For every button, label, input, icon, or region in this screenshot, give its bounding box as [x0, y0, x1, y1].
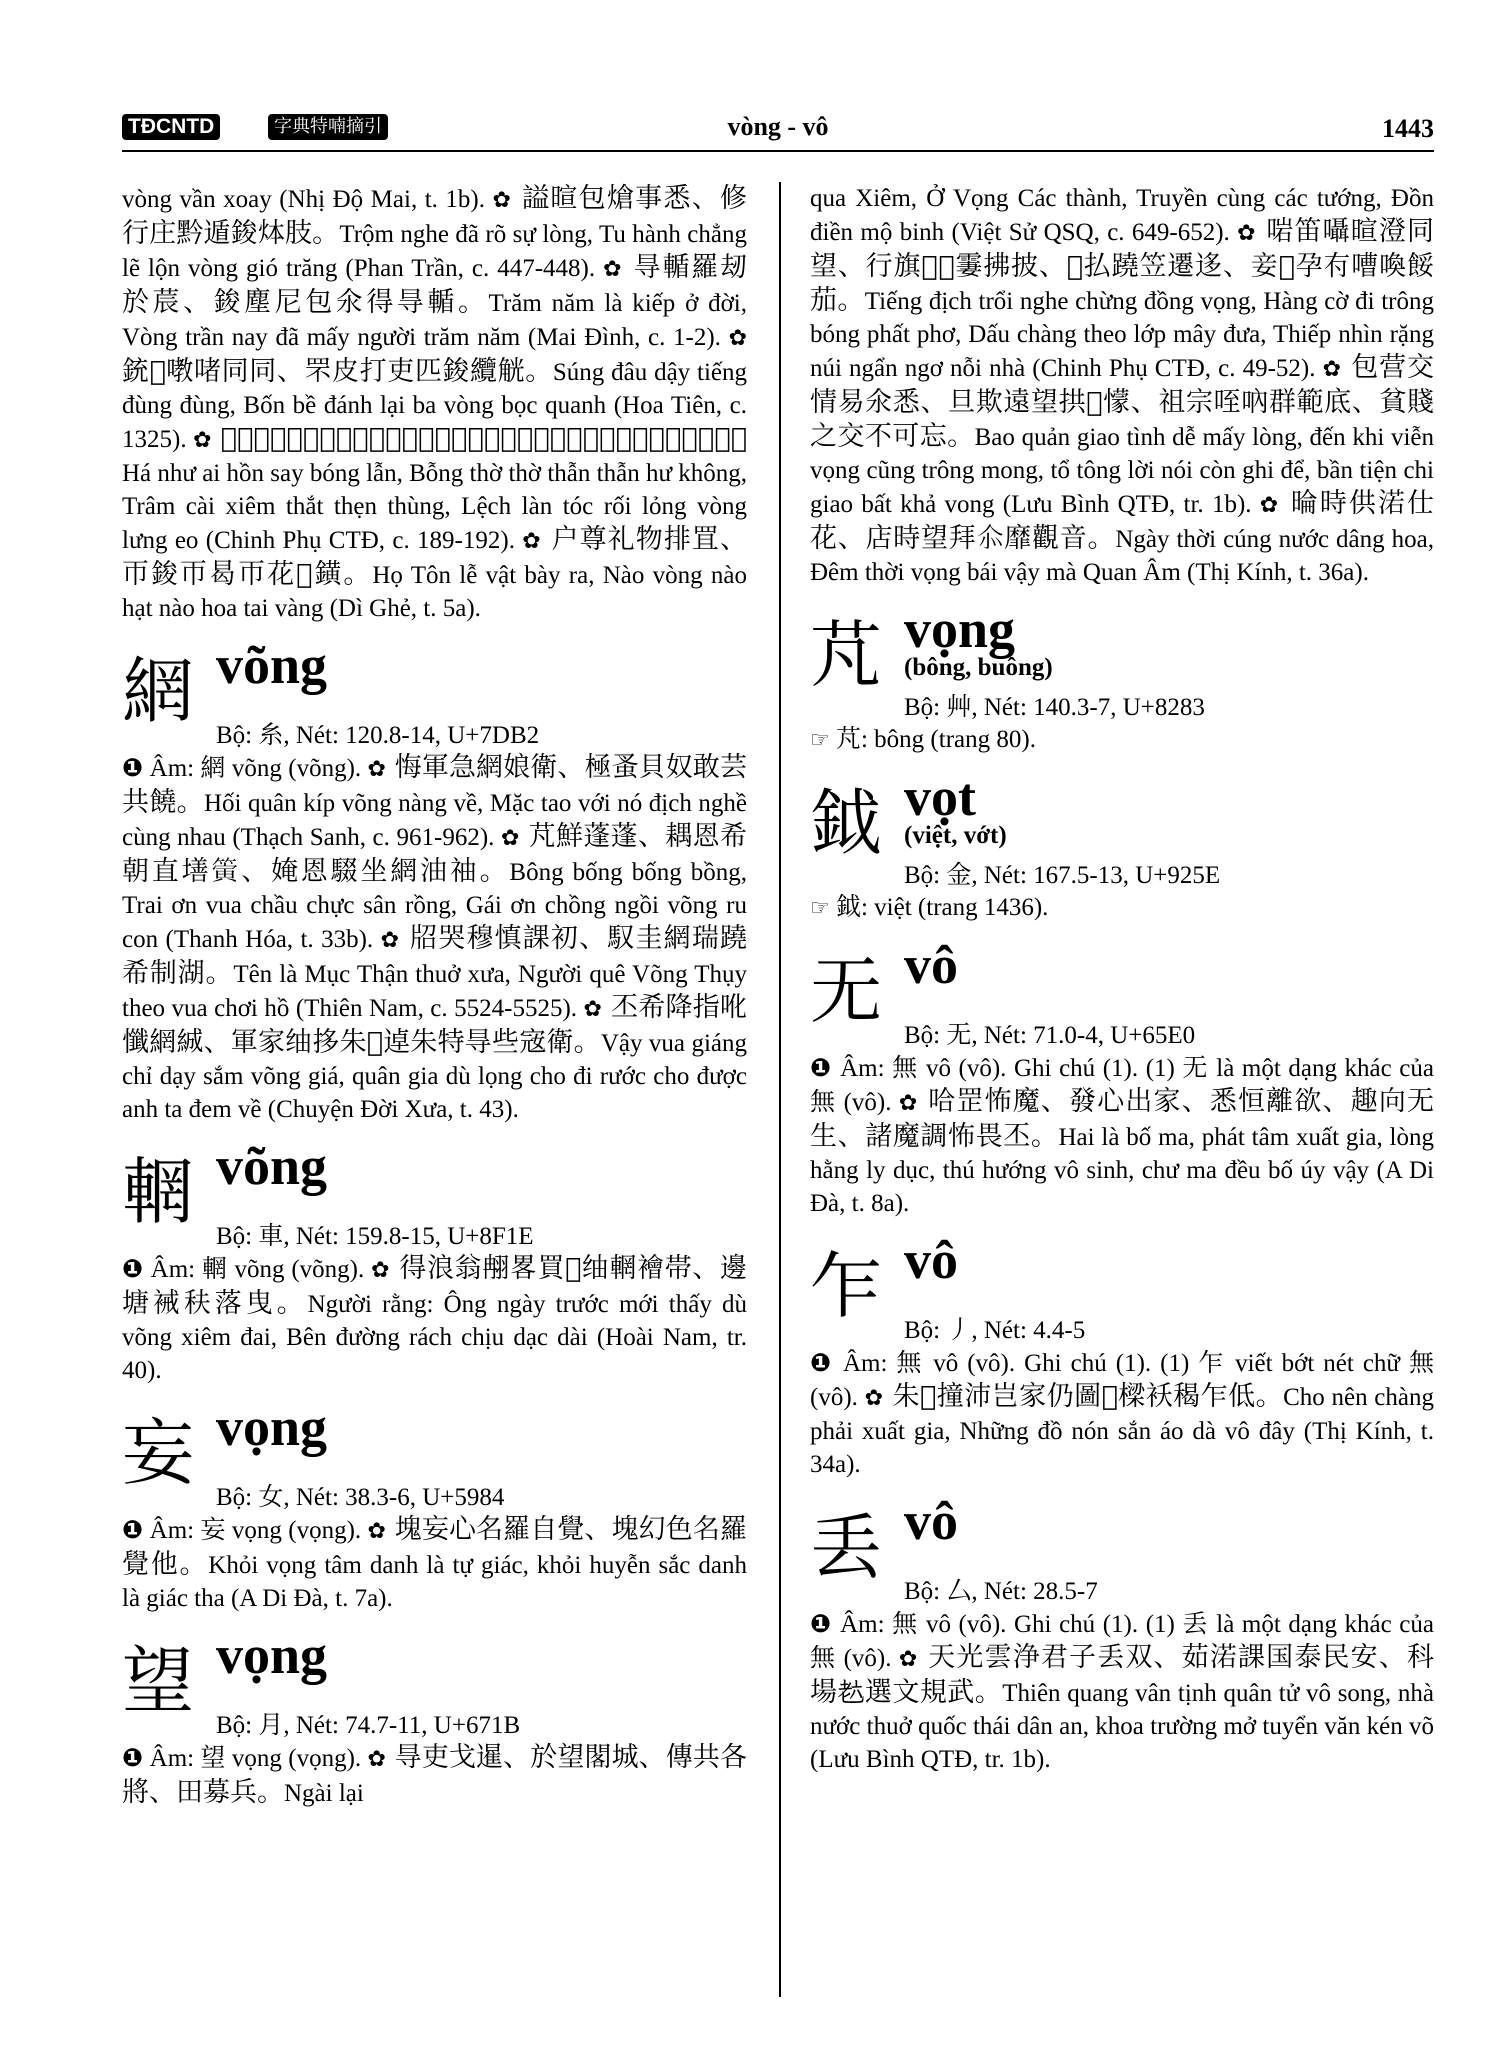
- headword-character: 丢: [810, 1505, 883, 1589]
- left-column: [122, 182, 747, 1810]
- headword-reading: vọt: [904, 767, 976, 827]
- han-nom-text: 銃𢩮嘋啫同同、罘皮打吏匹鋑纜觥。: [122, 356, 553, 387]
- entry-body: [810, 1051, 1434, 1220]
- headword-character: 望: [122, 1639, 195, 1723]
- dictionary-entry: [122, 1397, 747, 1615]
- example-marker-icon: ✿: [1259, 493, 1281, 518]
- headword-reading: võng: [216, 635, 328, 695]
- text-run: 芃: bông (trang 80).: [829, 726, 1036, 753]
- text-run: Âm: 無 vô (vô). Ghi chú (1). (1) 乍 viết bớt nét chữ 無 (vô).: [810, 1350, 1434, 1411]
- alternate-readings: (bông, buông): [904, 654, 1053, 681]
- radical-stroke-info: Bộ: 糸, Nét: 120.8-14, U+7DB2: [216, 722, 540, 749]
- radical-stroke-info: Bộ: 厶, Nét: 28.5-7: [904, 1578, 1098, 1605]
- entry-body: [810, 891, 1434, 925]
- right-column: [810, 182, 1434, 1776]
- text-run: Trăm năm là kiếp ở đời, Vòng trần nay đã mấy người trăm năm (Mai Đình, c. 1-2).: [122, 290, 747, 351]
- example-marker-icon: ✿: [864, 1386, 884, 1411]
- headword-character: 妄: [122, 1411, 195, 1495]
- text-run: Thiên quang vân tịnh quân tử vô song, nhà nước thuở quốc thái dân an, khoa trường mở tuyển văn kén võ (Lưu Bình QTĐ, tr. 1b).: [810, 1680, 1434, 1773]
- han-nom-text: 户尊礼物排罝、帀鋑帀曷帀花𢧚鐄。: [122, 524, 747, 590]
- continued-paragraph: [810, 182, 1434, 589]
- example-marker-icon: ✿: [1322, 357, 1342, 382]
- example-marker-icon: ✿: [728, 326, 747, 351]
- entry-head: [810, 1230, 1434, 1346]
- headword-reading: vô: [904, 935, 958, 995]
- radical-stroke-info: Bộ: 金, Nét: 167.5-13, U+925E: [904, 862, 1221, 889]
- entry-body: [122, 1513, 747, 1615]
- headword-character: 輞: [122, 1150, 195, 1234]
- text-run: Bao quản giao tình dễ mấy lòng, đến khi viễn vọng cũng trông mong, tổ tông lời nói còn ghi để, bần tiện chi giao bất khả vong (Lưu Bình QTĐ, tr. 1b).: [810, 424, 1435, 518]
- text-run: Tiếng địch trổi nghe chừng đồng vọng, Hàng cờ đi trông bóng phất phơ, Dấu chàng theo lớp mây đưa, Thiếp nhìn rặng núi ngẩn ngơ nỗi nhà (Chinh Phụ CTĐ, c. 49-52).: [810, 288, 1435, 382]
- entry-body: [122, 751, 747, 1126]
- dictionary-entry: [122, 635, 748, 1126]
- radical-stroke-info: Bộ: 丿, Nét: 4.4-5: [904, 1317, 1086, 1344]
- radical-stroke-info: Bộ: 无, Nét: 71.0-4, U+65E0: [904, 1022, 1196, 1049]
- han-nom-text: 芃鮮蓬蓬、耦恩希朝直墡𥳄、㛪恩䮕坐網油䄂。: [122, 821, 748, 887]
- running-title: vòng - vô: [727, 112, 829, 141]
- radical-stroke-info: Bộ: 艸, Nét: 140.3-7, U+8283: [904, 694, 1205, 721]
- text-run: Trộm nghe đã rõ sự lòng, Tu hành chẳng lẽ lộn vòng gió trăng (Phan Trần, c. 447-448).: [122, 221, 748, 282]
- text-run: Ngài lại: [284, 1780, 364, 1807]
- dictionary-entry: [122, 1625, 747, 1810]
- han-nom-text: 天光雲浄君子丢双、茹渃課国泰民安、科場𦒹選文規武。: [810, 1642, 1434, 1708]
- han-nom-text: 包营交情易氽悉、旦欺遠望拱𩄲懞、祖宗咥吶群範底、貧賤之交不可忘。: [810, 352, 1434, 452]
- headword-character: 鉞: [810, 781, 883, 865]
- text-run: Hai là bố ma, phát tâm xuất gia, lòng hằng ly dục, thú hướng vô sinh, chư ma đều bố úy vậy (A Di Đà, t. 8a).: [810, 1124, 1435, 1217]
- dictionary-entry: [810, 767, 1434, 925]
- example-marker-icon: ✿: [522, 529, 542, 554]
- text-run: Há như ai hồn say bóng lẫn, Bỗng thờ thờ thẫn thẫn hư không, Trâm cài xiêm thắt thẹn thùng, Lệch làn tóc rối lỏng vòng lưng eo (Chinh Phụ CTĐ, c. 189-192).: [122, 460, 747, 554]
- example-marker-icon: ✿: [367, 757, 387, 782]
- sense-number: ❶: [122, 753, 144, 782]
- entry-head: [810, 935, 1434, 1051]
- radical-stroke-info: Bộ: 女, Nét: 38.3-6, U+5984: [216, 1484, 505, 1511]
- headword-reading: vô: [904, 1230, 958, 1290]
- example-marker-icon: ☞: [810, 728, 830, 753]
- dictionary-entry: [122, 1136, 747, 1387]
- example-marker-icon: ✿: [193, 428, 212, 453]
- text-run: Họ Tôn lễ vật bày ra, Nào vòng nào hạt nào hoa tai vàng (Dì Ghẻ, t. 5a).: [122, 562, 747, 622]
- text-run: Âm: 無 vô (vô). Ghi chú (1). (1) 无 là một dạng khác của 無 (vô).: [810, 1055, 1434, 1116]
- han-nom-text: 哈罡怖魔、發心出家、悉恒離欲、趣向无生、諸魔調怖畏丕。: [810, 1086, 1434, 1152]
- page-header: [122, 110, 1434, 152]
- example-marker-icon: ✿: [1237, 221, 1257, 246]
- dictionary-entry: [810, 935, 1435, 1220]
- entry-head: [810, 767, 1434, 891]
- headword-reading: vọng: [904, 599, 1016, 659]
- text-run: Ngày thời cúng nước dâng hoa, Đêm thời vọng bái vậy mà Quan Âm (Thị Kính, t. 36a).: [810, 526, 1435, 586]
- entry-head: [810, 599, 1434, 723]
- han-nom-text: 𡎢如埃魂醝霋吝、俸蜍蜍矧矧虛空、簪拱襘紩恄恄、歷㰖鬘綧弄鋑膄腰。: [211, 423, 748, 454]
- sense-number: ❶: [810, 1053, 833, 1082]
- sense-number: ❶: [122, 1515, 144, 1544]
- han-nom-text: 謚暄包熗事悉、修行庄黔遁鋑㶱肢。: [122, 183, 747, 249]
- text-run: Âm: 輞 võng (võng).: [143, 1256, 372, 1283]
- radical-stroke-info: Bộ: 車, Nét: 159.8-15, U+8F1E: [216, 1223, 534, 1250]
- han-nom-text: 丕希降指吪懺網絾、軍家䌷拸朱𡗅逴朱特㝵些宼衛。: [122, 992, 747, 1058]
- entry-body: [810, 723, 1434, 757]
- book-logo: TĐCNTD: [122, 114, 220, 140]
- example-marker-icon: ✿: [898, 1091, 919, 1116]
- text-run: Âm: 妄 vọng (vọng).: [143, 1517, 368, 1544]
- dictionary-entry: [810, 599, 1434, 757]
- han-nom-text: 啱笛囁暄澄同望、行旗𡗅𩄲霋拂披、𨀐払蹺笠遷迻、妾𧛊孕𠕇嘈喚餒茄。: [810, 216, 1434, 316]
- column-divider: [779, 182, 781, 1997]
- han-nom-text: 塊妄心名羅自覺、塊幻色名羅覺他。: [122, 1514, 747, 1580]
- han-nom-text: 㫻時供渃仕花、店時望拜𠇍靡觀音。: [810, 488, 1434, 554]
- headword-character: 无: [810, 949, 883, 1033]
- han-nom-text: 牊哭穆慎課初、馭圭網瑞蹺希制湖。: [122, 923, 747, 989]
- alternate-readings: (việt, vớt): [904, 822, 1007, 849]
- example-marker-icon: ✿: [898, 1647, 919, 1672]
- text-run: Khỏi vọng tâm danh là tự giác, khỏi huyễn sắc danh là giác tha (A Di Đà, t. 7a).: [122, 1552, 747, 1612]
- sense-number: ❶: [122, 1743, 144, 1772]
- headword-reading: vọng: [216, 1397, 328, 1457]
- text-run: Âm: 望 vọng (vọng).: [143, 1745, 368, 1772]
- text-run: 鉞: việt (trang 1436).: [829, 894, 1049, 921]
- example-marker-icon: ✿: [492, 188, 513, 213]
- text-run: qua Xiêm, Ở Vọng Các thành, Truyền cùng các tướng, Đồn điền mộ binh (Việt Sử QSQ, c. 649-652).: [810, 185, 1434, 246]
- headword-reading: võng: [216, 1136, 328, 1196]
- entry-body: [810, 1607, 1434, 1776]
- entry-head: [122, 1136, 747, 1252]
- text-run: Người rằng: Ông ngày trước mới thấy dù võng xiêm đai, Bên đường rách chịu dạc dài (Hoài Nam, tr. 40).: [122, 1291, 747, 1384]
- text-run: Tên là Mục Thận thuở xưa, Người quê Võng Thụy theo vua chơi hồ (Thiên Nam, c. 5524-5525).: [122, 961, 748, 1022]
- example-marker-icon: ✿: [500, 826, 520, 851]
- dictionary-entry: [810, 1491, 1434, 1776]
- example-marker-icon: ✿: [371, 1258, 391, 1283]
- example-marker-icon: ✿: [367, 1747, 387, 1772]
- text-run: Vậy vua giáng chỉ dạy sắm võng giá, quân gia dù lọng cho đi rước cho được anh ta đem về (Chuyện Đời Xưa, t. 43).: [122, 1030, 748, 1123]
- text-run: Hối quân kíp võng nàng về, Mặc tao với nó địch nghề cùng nhau (Thạch Sanh, c. 961-962).: [122, 790, 747, 851]
- sense-number: ❶: [810, 1609, 833, 1638]
- text-run: Bông bống bống bồng, Trai ơn vua chầu chực sân rồng, Gái ơn chồng ngồi võng ru con (Thanh Hóa, t. 33b).: [122, 859, 747, 953]
- han-nom-text: 朱𫆡撞沛岂家仍圖𫇗樑袄䅥乍低。: [883, 1381, 1284, 1412]
- entry-head: [122, 1625, 747, 1741]
- entry-body: [810, 1346, 1434, 1481]
- radical-stroke-info: Bộ: 月, Nét: 74.7-11, U+671B: [216, 1712, 521, 1739]
- entry-body: [122, 1252, 747, 1387]
- sense-number: ❶: [810, 1348, 834, 1377]
- headword-character: 乍: [810, 1244, 883, 1328]
- headword-character: 芃: [810, 613, 883, 697]
- text-run: Âm: 無 vô (vô). Ghi chú (1). (1) 丢 là một dạng khác của 無 (vô).: [810, 1611, 1434, 1672]
- text-run: Súng đâu dậy tiếng đùng đùng, Bốn bề đánh lại ba vòng bọc quanh (Hoa Tiên, c. 1325).: [122, 359, 748, 453]
- text-run: Cho nên chàng phải xuất gia, Những đồ nón sắn áo dà vô đây (Thị Kính, t. 34a).: [810, 1384, 1434, 1478]
- continued-paragraph: [122, 182, 747, 625]
- page-number: 1443: [1382, 114, 1434, 143]
- example-marker-icon: ☞: [810, 896, 830, 921]
- book-logo-han: 字典特喃摘引: [268, 114, 388, 140]
- entry-head: [122, 635, 747, 751]
- entry-head: [810, 1491, 1434, 1607]
- han-nom-text: 㝵輴羅刼於莀、鋑塵尼包氽得㝵輴。: [122, 252, 747, 318]
- headword-reading: vô: [904, 1491, 958, 1551]
- entry-head: [122, 1397, 747, 1513]
- entry-body: [122, 1741, 747, 1810]
- headword-character: 網: [122, 649, 195, 733]
- sense-number: ❶: [122, 1254, 144, 1283]
- example-marker-icon: ✿: [367, 1519, 387, 1544]
- han-nom-text: 得浪翁䎃畧買𪪳䌷輞襘帯、邊塘裓䄮落曳。: [122, 1253, 747, 1319]
- example-marker-icon: ✿: [603, 257, 624, 282]
- text-run: Âm: 網 võng (võng).: [143, 755, 368, 782]
- han-nom-text: 悔軍急網娘衛、極蚤貝奴敢芸共饒。: [122, 752, 747, 818]
- text-run: vòng vần xoay (Nhị Độ Mai, t. 1b).: [122, 186, 493, 213]
- headword-reading: vọng: [216, 1625, 328, 1685]
- example-marker-icon: ✿: [583, 997, 603, 1022]
- example-marker-icon: ✿: [380, 928, 401, 953]
- han-nom-text: 㝵吏戈暹、於望閣城、傳共各將、田募兵。: [122, 1742, 747, 1808]
- dictionary-entry: [810, 1230, 1434, 1481]
